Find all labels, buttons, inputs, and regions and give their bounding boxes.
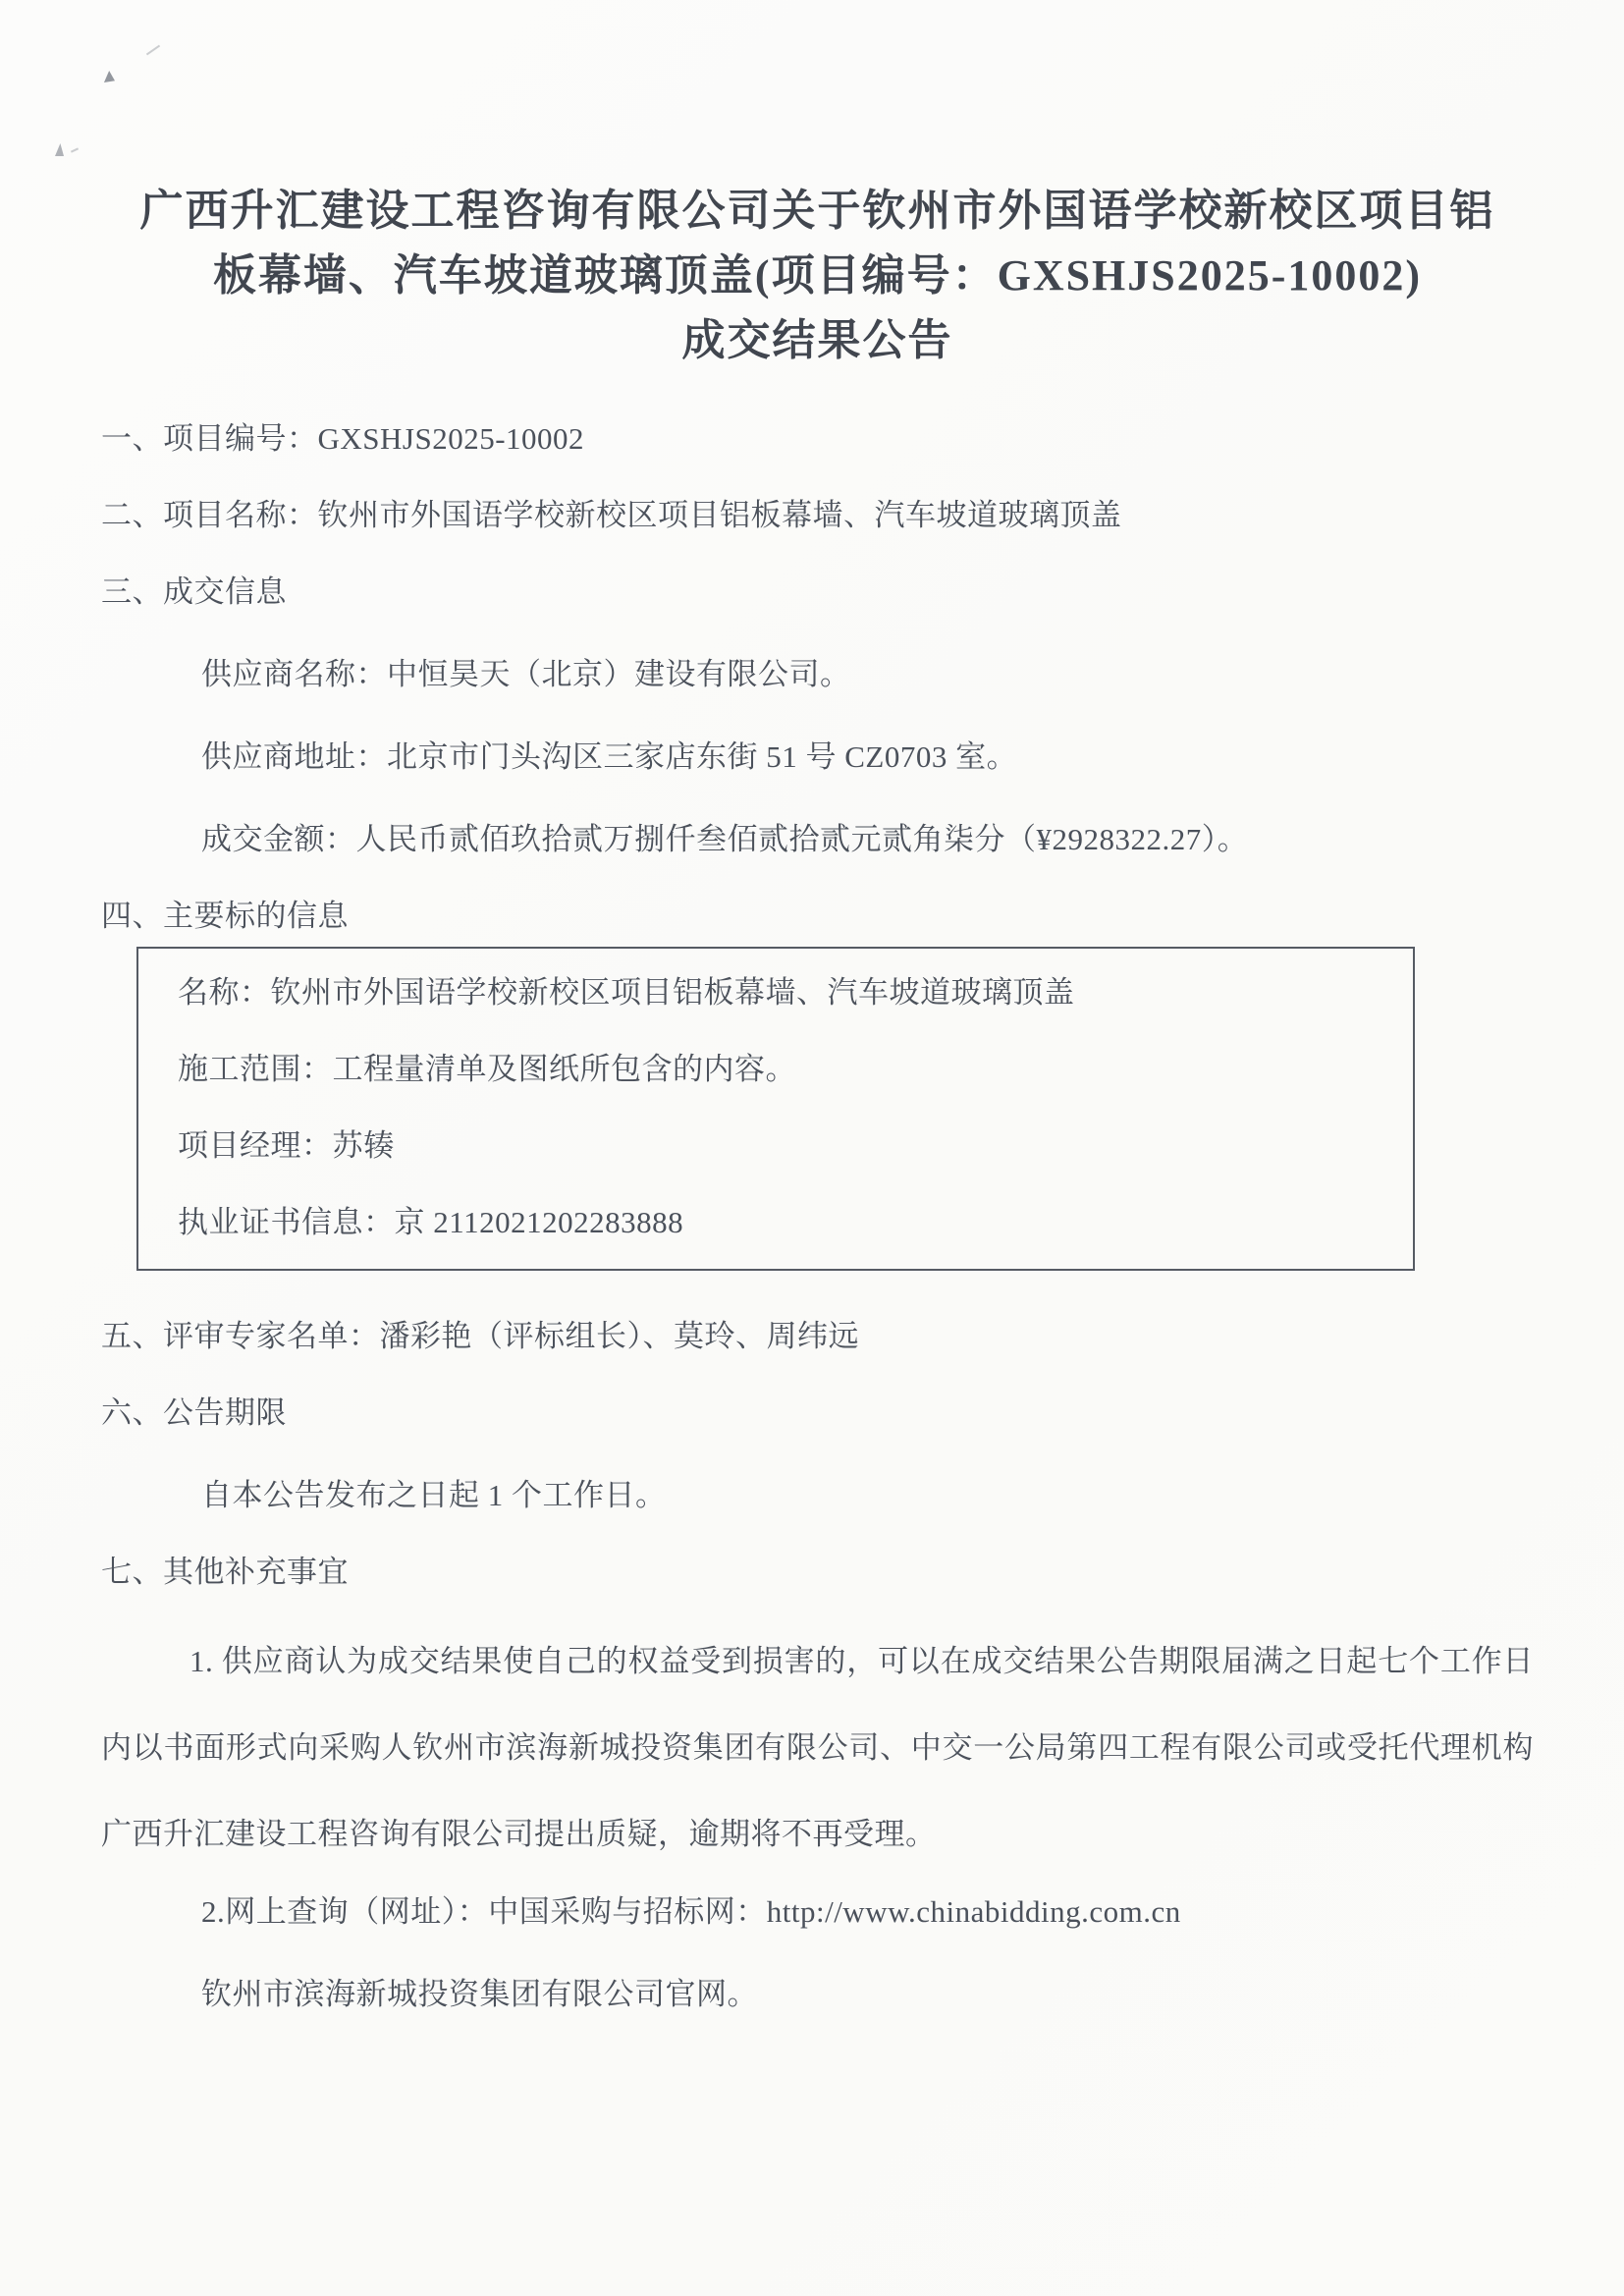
- subject-info-heading: 四、主要标的信息: [101, 899, 349, 933]
- title-line-1: 广西升汇建设工程咨询有限公司关于钦州市外国语学校新校区项目铝: [139, 187, 1495, 235]
- scan-artifact: [71, 147, 79, 152]
- document-content: [101, 179, 1534, 2015]
- scan-artifact: [146, 45, 160, 56]
- construction-scope-line: 施工范围：工程量清单及图纸所包含的内容。: [178, 1052, 796, 1086]
- subject-info-box: [136, 947, 1415, 1271]
- other-matters-heading: 七、其他补充事宜: [101, 1555, 349, 1589]
- supplier-address-line: 供应商地址：北京市门头沟区三家店东街 51 号 CZ0703 室。: [201, 739, 1018, 774]
- supplier-name-line: 供应商名称：中恒昊天（北京）建设有限公司。: [201, 657, 851, 691]
- deal-info-heading: 三、成交信息: [101, 574, 287, 609]
- document-title: [101, 179, 1534, 373]
- expert-list-line: 五、评审专家名单：潘彩艳（评标组长）、莫玲、周纬远: [101, 1319, 859, 1353]
- scan-artifact: [102, 71, 115, 82]
- project-name-line: 二、项目名称：钦州市外国语学校新校区项目铝板幕墙、汽车坡道玻璃顶盖: [101, 498, 1122, 532]
- notice-period-body: 自本公告发布之日起 1 个工作日。: [201, 1478, 667, 1512]
- project-manager-line: 项目经理：苏辏: [178, 1128, 395, 1163]
- subject-name-line: 名称：钦州市外国语学校新校区项目铝板幕墙、汽车坡道玻璃顶盖: [178, 975, 1075, 1010]
- title-line-2: 板幕墙、汽车坡道玻璃顶盖(项目编号：GXSHJS2025-10002): [212, 251, 1423, 300]
- deal-amount-line: 成交金额：人民币贰佰玖拾贰万捌仟叁佰贰拾贰元贰角柒分（¥2928322.27）。: [201, 822, 1249, 856]
- title-line-3: 成交结果公告: [681, 316, 953, 364]
- online-query-line: 2.网上查询（网址）：中国采购与招标网：http://www.chinabidding.com.cn: [201, 1894, 1181, 1929]
- scan-artifact: [55, 143, 64, 156]
- project-number-line: 一、项目编号：GXSHJS2025-10002: [101, 421, 585, 456]
- license-info-line: 执业证书信息：京 2112021202283888: [178, 1205, 684, 1239]
- official-site-line: 钦州市滨海新城投资集团有限公司官网。: [201, 1977, 758, 2011]
- notice-period-heading: 六、公告期限: [101, 1395, 287, 1430]
- dispute-paragraph: 1. 供应商认为成交结果使自己的权益受到损害的，可以在成交结果公告期限届满之日起七个工作日内以书面形式向采购人钦州市滨海新城投资集团有限公司、中交一公局第四工程有限公司或受托代理机构广西升汇建设工程咨询有限公司提出质疑，逾期将不再受理。: [101, 1644, 1534, 1851]
